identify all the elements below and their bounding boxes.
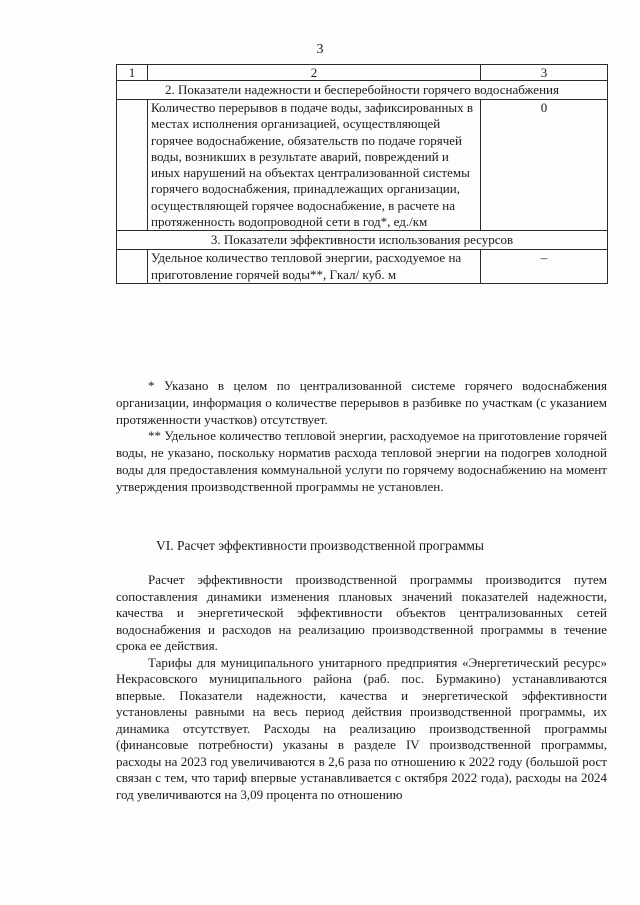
indicator-value: – [481,250,608,284]
footnotes [116,378,607,496]
empty-cell [117,250,148,284]
indicator-value: 0 [481,100,608,231]
page-number: 3 [316,42,324,57]
body-text [116,572,607,803]
table-header-row [117,65,608,81]
indicator-description: Удельное количество тепловой энергии, расходуемое на приготовление горячей воды**, Гкал/ куб. м [148,250,481,284]
table-row [117,100,608,231]
indicators-table [116,64,608,284]
section-row [117,81,608,100]
paragraph: Расчет эффективности производственной программы производится путем сопоставления динамики изменения плановых значений показателей надежности, качества и энергетической эффективности объектов централизованных сетей водоснабжения и расходов на реализацию производственной программы в течение срока ее действия. [116,572,607,653]
column-header: 2 [148,65,481,81]
footnote: * Указано в целом по централизованной системе горячего водоснабжения организации, информация о количестве перерывов в разбивке по участкам (с указанием протяженности участков) отсутствует. [116,378,607,427]
empty-cell [117,100,148,231]
table-row [117,250,608,284]
section-row [117,231,608,250]
footnote: ** Удельное количество тепловой энергии, расходуемое на приготовление горячей воды, не указано, поскольку норматив расхода тепловой энергии на подогрев холодной воды для предоставления коммунальной услуги по горячему водоснабжению на момент утверждения производственной программы не установлен. [116,428,607,494]
paragraph: Тарифы для муниципального унитарного предприятия «Энергетический ресурс» Некрасовского муниципального района (раб. пос. Бурмакино) устанавливаются впервые. Показатели надежности, качества и энергетической эффективности установлены равными на весь период действия производственной программы, их динамика отсутствует. Расходы на реализацию производственной программы (финансовые потребности) указаны в разделе IV производственной программы, расходы на 2023 год увеличиваются в 2,6 раза по отношению к 2022 году (большой рост связан с тем, что тариф впервые устанавливается с октября 2022 года), расходы на 2024 год увеличиваются на 3,09 процента по отношению [116,654,607,802]
column-header: 1 [117,65,148,81]
column-header: 3 [481,65,608,81]
indicator-description: Количество перерывов в подаче воды, зафиксированных в местах исполнения организацией, осуществляющей горячее водоснабжение, обязательств по подаче горячей воды, возникших в результате аварий, повреждений и иных нарушений на объектах централизованной системы горячего водоснабжения, принадлежащих организации, осуществляющей горячее водоснабжение, в расчете на протяженность водопроводной сети в год*, ед./км [148,100,481,231]
section-heading: VI. Расчет эффективности производственной программы [155,538,484,553]
section-title-reliability: 2. Показатели надежности и бесперебойности горячего водоснабжения [117,81,608,100]
section-title-efficiency: 3. Показатели эффективности использования ресурсов [117,231,608,250]
